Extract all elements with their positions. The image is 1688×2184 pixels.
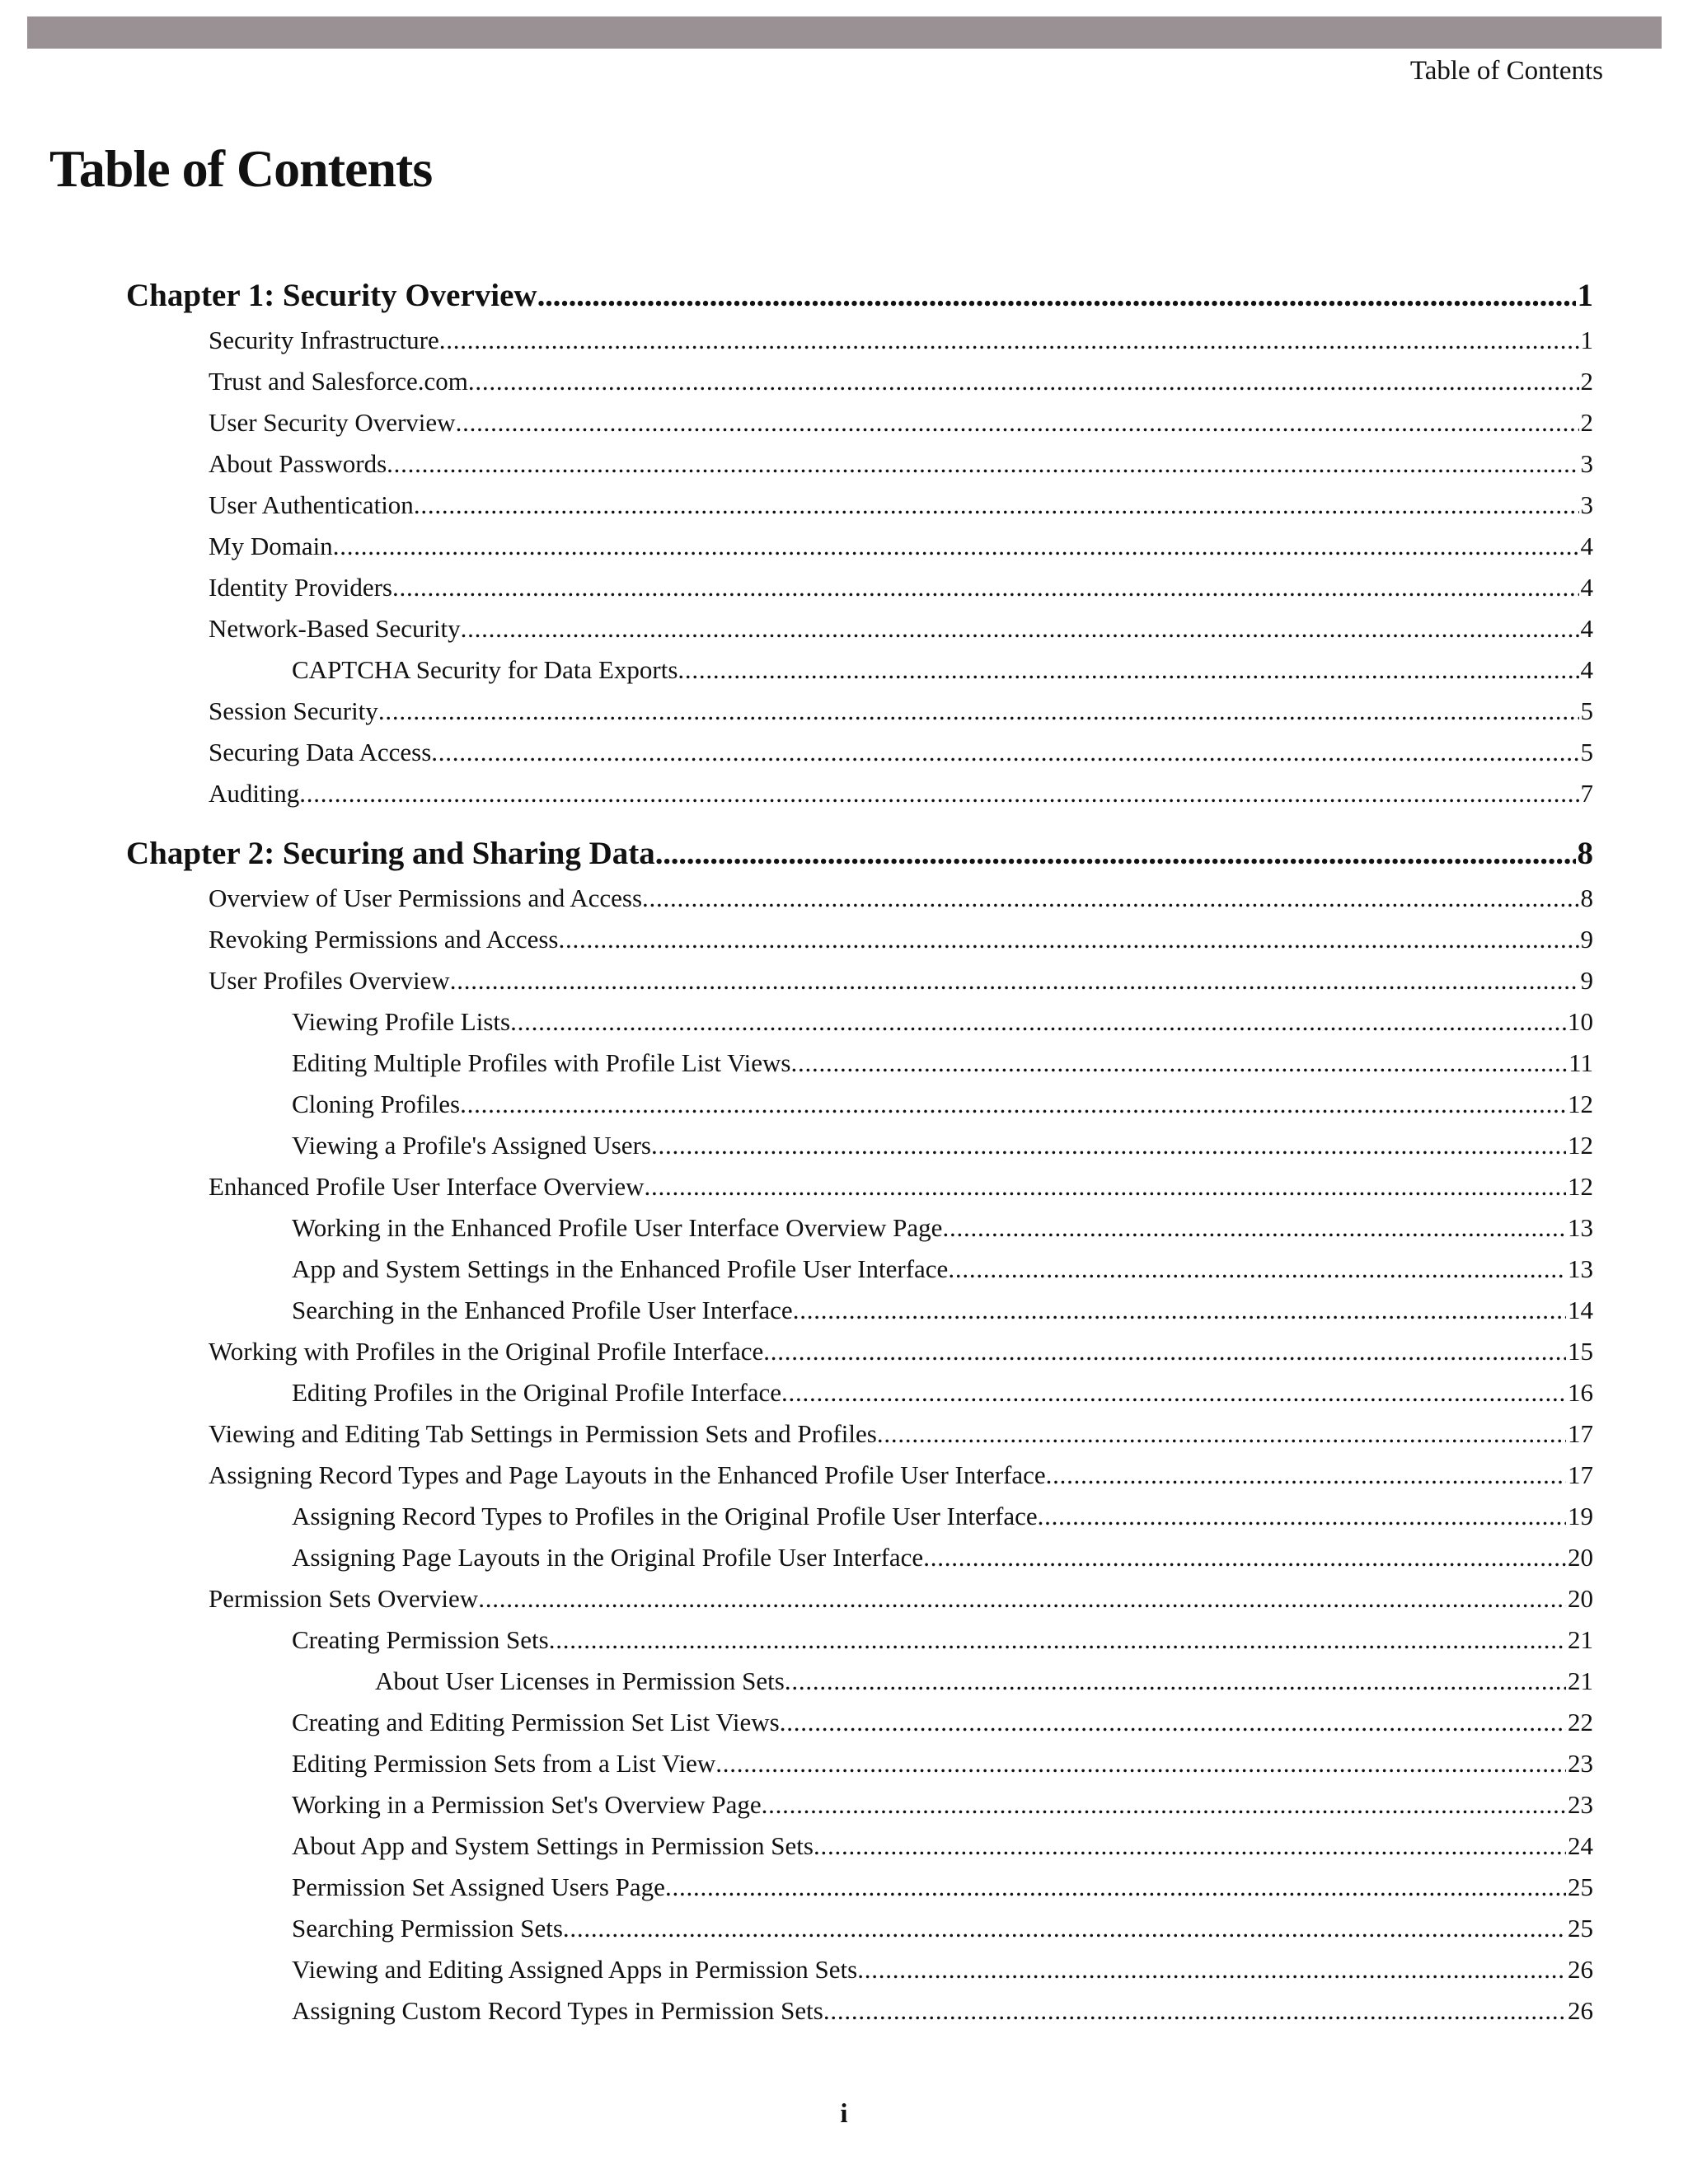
toc-entry-page: 16: [1568, 1378, 1593, 1407]
page-title: Table of Contents: [49, 139, 433, 198]
toc-entry-page: 21: [1568, 1666, 1593, 1695]
toc-entry-page: 4: [1580, 655, 1593, 684]
toc-dot-leader: [414, 487, 1579, 523]
toc-dot-leader: [763, 1333, 1566, 1370]
toc-entry[interactable]: [209, 446, 1593, 482]
toc-entry-title: Identity Providers: [209, 573, 392, 602]
toc-entry-page: 2: [1580, 408, 1593, 437]
toc-entry[interactable]: [292, 1952, 1593, 1988]
toc-entry-title: Assigning Page Layouts in the Original Profile User Interface: [292, 1543, 924, 1572]
toc-entry-page: 9: [1580, 966, 1593, 995]
toc-entry[interactable]: [209, 1581, 1593, 1617]
toc-dot-leader: [461, 611, 1579, 647]
toc-entry[interactable]: [292, 1498, 1593, 1535]
toc-entry-title: About App and System Settings in Permission Sets: [292, 1831, 814, 1860]
toc-dot-leader: [460, 1086, 1566, 1122]
toc-entry-title: Viewing and Editing Assigned Apps in Permission Sets: [292, 1955, 858, 1984]
toc-entry[interactable]: [209, 776, 1593, 812]
toc-chapter-entry[interactable]: [126, 274, 1593, 317]
toc-dot-leader: [1038, 1498, 1566, 1535]
toc-entry-title: Session Security: [209, 696, 378, 725]
toc-dot-leader: [793, 1292, 1566, 1329]
toc-dot-leader: [468, 363, 1579, 400]
toc-dot-leader: [715, 1746, 1566, 1782]
toc-entry[interactable]: [209, 611, 1593, 647]
toc-entry[interactable]: [292, 1704, 1593, 1741]
toc-dot-leader: [392, 569, 1579, 606]
toc-dot-leader: [857, 1952, 1566, 1988]
toc-dot-leader: [781, 1375, 1566, 1411]
toc-entry-page: 3: [1580, 490, 1593, 519]
toc-dot-leader: [299, 776, 1578, 812]
toc-entry-title: Security Infrastructure: [209, 326, 439, 354]
toc-dot-leader: [478, 1581, 1566, 1617]
toc-entry-title: Working in a Permission Set's Overview Page: [292, 1790, 762, 1819]
toc-dot-leader: [923, 1540, 1566, 1576]
toc-entry[interactable]: [209, 1333, 1593, 1370]
toc-entry-page: 11: [1568, 1048, 1593, 1077]
toc-entry[interactable]: [292, 1251, 1593, 1287]
toc-dot-leader: [333, 528, 1579, 565]
toc-entry-page: 4: [1580, 532, 1593, 560]
toc-entry-title: Editing Profiles in the Original Profile Interface: [292, 1378, 781, 1407]
toc-dot-leader: [823, 1993, 1566, 2029]
toc-entry-title: Working in the Enhanced Profile User Interface Overview Page: [292, 1213, 943, 1242]
toc-entry-page: 25: [1568, 1914, 1593, 1943]
toc-entry-page: 13: [1568, 1213, 1593, 1242]
toc-entry[interactable]: [209, 363, 1593, 400]
toc-entry-page: 20: [1568, 1543, 1593, 1572]
toc-entry-page: 12: [1568, 1090, 1593, 1118]
toc-entry-title: CAPTCHA Security for Data Exports: [292, 655, 678, 684]
toc-entry-page: 26: [1568, 1955, 1593, 1984]
toc-entry-page: 17: [1568, 1460, 1593, 1489]
toc-entry[interactable]: [292, 1746, 1593, 1782]
toc-chapter-entry[interactable]: [126, 832, 1593, 875]
toc-entry-title: Permission Set Assigned Users Page: [292, 1872, 665, 1901]
toc-entry[interactable]: [292, 1787, 1593, 1823]
toc-entry[interactable]: [292, 1622, 1593, 1658]
toc-entry[interactable]: [375, 1663, 1593, 1699]
toc-dot-leader: [665, 1869, 1566, 1905]
toc-entry-title: Overview of User Permissions and Access: [209, 883, 643, 912]
toc-dot-leader: [948, 1251, 1566, 1287]
toc-entry[interactable]: [209, 1457, 1593, 1493]
toc-entry-page: 7: [1580, 779, 1593, 808]
toc-entry[interactable]: [292, 1828, 1593, 1864]
toc-entry[interactable]: [209, 322, 1593, 359]
toc-dot-leader: [790, 1045, 1567, 1081]
toc-entry[interactable]: [209, 405, 1593, 441]
toc-entry-title: User Authentication: [209, 490, 414, 519]
toc-entry[interactable]: [209, 569, 1593, 606]
toc-entry-page: 8: [1577, 836, 1593, 871]
toc-entry-page: 19: [1568, 1502, 1593, 1530]
toc-entry-title: Assigning Record Types to Profiles in the Original Profile User Interface: [292, 1502, 1038, 1530]
toc-entry-page: 24: [1568, 1831, 1593, 1860]
toc-entry-title: Securing Data Access: [209, 738, 432, 766]
toc-dot-leader: [642, 880, 1578, 916]
toc-entry[interactable]: [209, 1416, 1593, 1452]
toc-entry-page: 5: [1580, 738, 1593, 766]
toc-entry[interactable]: [292, 1086, 1593, 1122]
toc-entry[interactable]: [209, 963, 1593, 999]
toc-dot-leader: [785, 1663, 1566, 1699]
toc-entry[interactable]: [209, 1169, 1593, 1205]
toc-dot-leader: [877, 1416, 1566, 1452]
toc-entry[interactable]: [209, 880, 1593, 916]
toc-entry[interactable]: [209, 734, 1593, 771]
toc-entry-title: Revoking Permissions and Access: [209, 925, 559, 954]
toc-dot-leader: [559, 921, 1579, 958]
toc-dot-leader: [651, 1127, 1566, 1164]
toc-dot-leader: [678, 652, 1578, 688]
toc-entry-page: 26: [1568, 1996, 1593, 2025]
toc-dot-leader: [450, 963, 1579, 999]
toc-entry-page: 12: [1568, 1131, 1593, 1160]
toc-entry-page: 22: [1568, 1708, 1593, 1736]
toc-entry-title: Searching Permission Sets: [292, 1914, 563, 1943]
toc-entry[interactable]: [292, 1869, 1593, 1905]
toc-entry-page: 12: [1568, 1172, 1593, 1201]
toc-entry-page: 2: [1580, 367, 1593, 396]
toc-entry-title: Enhanced Profile User Interface Overview: [209, 1172, 645, 1201]
toc-entry-title: Chapter 1: Security Overview: [126, 278, 537, 313]
toc-entry-title: User Profiles Overview: [209, 966, 450, 995]
toc-entry[interactable]: [292, 1127, 1593, 1164]
toc-entry[interactable]: [292, 1910, 1593, 1947]
toc-dot-leader: [942, 1210, 1566, 1246]
toc-entry-title: Viewing Profile Lists: [292, 1007, 511, 1036]
toc-entry-page: 1: [1577, 278, 1593, 313]
toc-entry-title: About User Licenses in Permission Sets: [375, 1666, 785, 1695]
toc-entry-page: 1: [1580, 326, 1593, 354]
toc-entry-title: Chapter 2: Securing and Sharing Data: [126, 836, 655, 871]
toc-entry-title: Creating and Editing Permission Set List Views: [292, 1708, 780, 1736]
toc-entry[interactable]: [292, 1292, 1593, 1329]
toc-entry[interactable]: [292, 1993, 1593, 2029]
toc-entry-page: 8: [1580, 883, 1593, 912]
page-number: i: [840, 2099, 848, 2129]
toc-entry-page: 25: [1568, 1872, 1593, 1901]
toc-entry-page: 14: [1568, 1296, 1593, 1324]
toc-entry[interactable]: [292, 1210, 1593, 1246]
toc-dot-leader: [563, 1910, 1566, 1947]
toc-entry-title: App and System Settings in the Enhanced Profile User Interface: [292, 1254, 949, 1283]
toc-entry-page: 4: [1580, 573, 1593, 602]
toc-dot-leader: [456, 405, 1579, 441]
toc-entry-title: Trust and Salesforce.com: [209, 367, 468, 396]
toc-entry-page: 20: [1568, 1584, 1593, 1613]
toc-entry-page: 21: [1568, 1625, 1593, 1654]
toc-entry-page: 13: [1568, 1254, 1593, 1283]
toc-entry-title: Network-Based Security: [209, 614, 461, 643]
toc-entry[interactable]: [292, 1540, 1593, 1576]
toc-dot-leader: [780, 1704, 1566, 1741]
toc-entry[interactable]: [209, 487, 1593, 523]
toc-dot-leader: [387, 446, 1578, 482]
toc-entry[interactable]: [209, 528, 1593, 565]
toc-entry-title: Permission Sets Overview: [209, 1584, 479, 1613]
toc-entry-page: 5: [1580, 696, 1593, 725]
toc-entry-page: 23: [1568, 1749, 1593, 1778]
toc-entry[interactable]: [292, 1004, 1593, 1040]
toc-dot-leader: [762, 1787, 1566, 1823]
toc-entry-title: Editing Permission Sets from a List View: [292, 1749, 716, 1778]
toc-dot-leader: [537, 274, 1576, 317]
toc-entry-page: 9: [1580, 925, 1593, 954]
toc-entry-title: Assigning Record Types and Page Layouts in the Enhanced Profile User Interface: [209, 1460, 1046, 1489]
toc-entry-title: Working with Profiles in the Original Profile Interface: [209, 1337, 764, 1366]
toc-entry[interactable]: [292, 652, 1593, 688]
toc-dot-leader: [655, 832, 1576, 875]
toc-dot-leader: [510, 1004, 1566, 1040]
toc-entry[interactable]: [209, 693, 1593, 729]
toc-entry-title: Creating Permission Sets: [292, 1625, 549, 1654]
toc-entry-page: 4: [1580, 614, 1593, 643]
toc-entry-page: 15: [1568, 1337, 1593, 1366]
toc-entry-title: My Domain: [209, 532, 333, 560]
toc-entry-page: 17: [1568, 1419, 1593, 1448]
toc-entry-page: 23: [1568, 1790, 1593, 1819]
toc-entry-title: Cloning Profiles: [292, 1090, 461, 1118]
toc-entry-title: User Security Overview: [209, 408, 456, 437]
toc-entry-title: Searching in the Enhanced Profile User Interface: [292, 1296, 793, 1324]
toc-dot-leader: [814, 1828, 1566, 1864]
toc-entry-page: 3: [1580, 449, 1593, 478]
running-header: Table of Contents: [1409, 56, 1603, 86]
toc-entry-title: Viewing and Editing Tab Settings in Permission Sets and Profiles: [209, 1419, 877, 1448]
toc-entry[interactable]: [292, 1045, 1593, 1081]
toc-dot-leader: [431, 734, 1578, 771]
toc-dot-leader: [378, 693, 1579, 729]
toc-dot-leader: [644, 1169, 1566, 1205]
toc-dot-leader: [1046, 1457, 1566, 1493]
toc-entry-title: Auditing: [209, 779, 300, 808]
toc-entry[interactable]: [292, 1375, 1593, 1411]
toc-entry-page: 10: [1568, 1007, 1593, 1036]
toc-dot-leader: [549, 1622, 1566, 1658]
toc-entry[interactable]: [209, 921, 1593, 958]
toc-entry-title: Assigning Custom Record Types in Permission Sets: [292, 1996, 823, 2025]
toc-entry-title: About Passwords: [209, 449, 387, 478]
toc-entry-title: Editing Multiple Profiles with Profile List Views: [292, 1048, 791, 1077]
toc-entry-title: Viewing a Profile's Assigned Users: [292, 1131, 651, 1160]
toc-dot-leader: [439, 322, 1579, 359]
